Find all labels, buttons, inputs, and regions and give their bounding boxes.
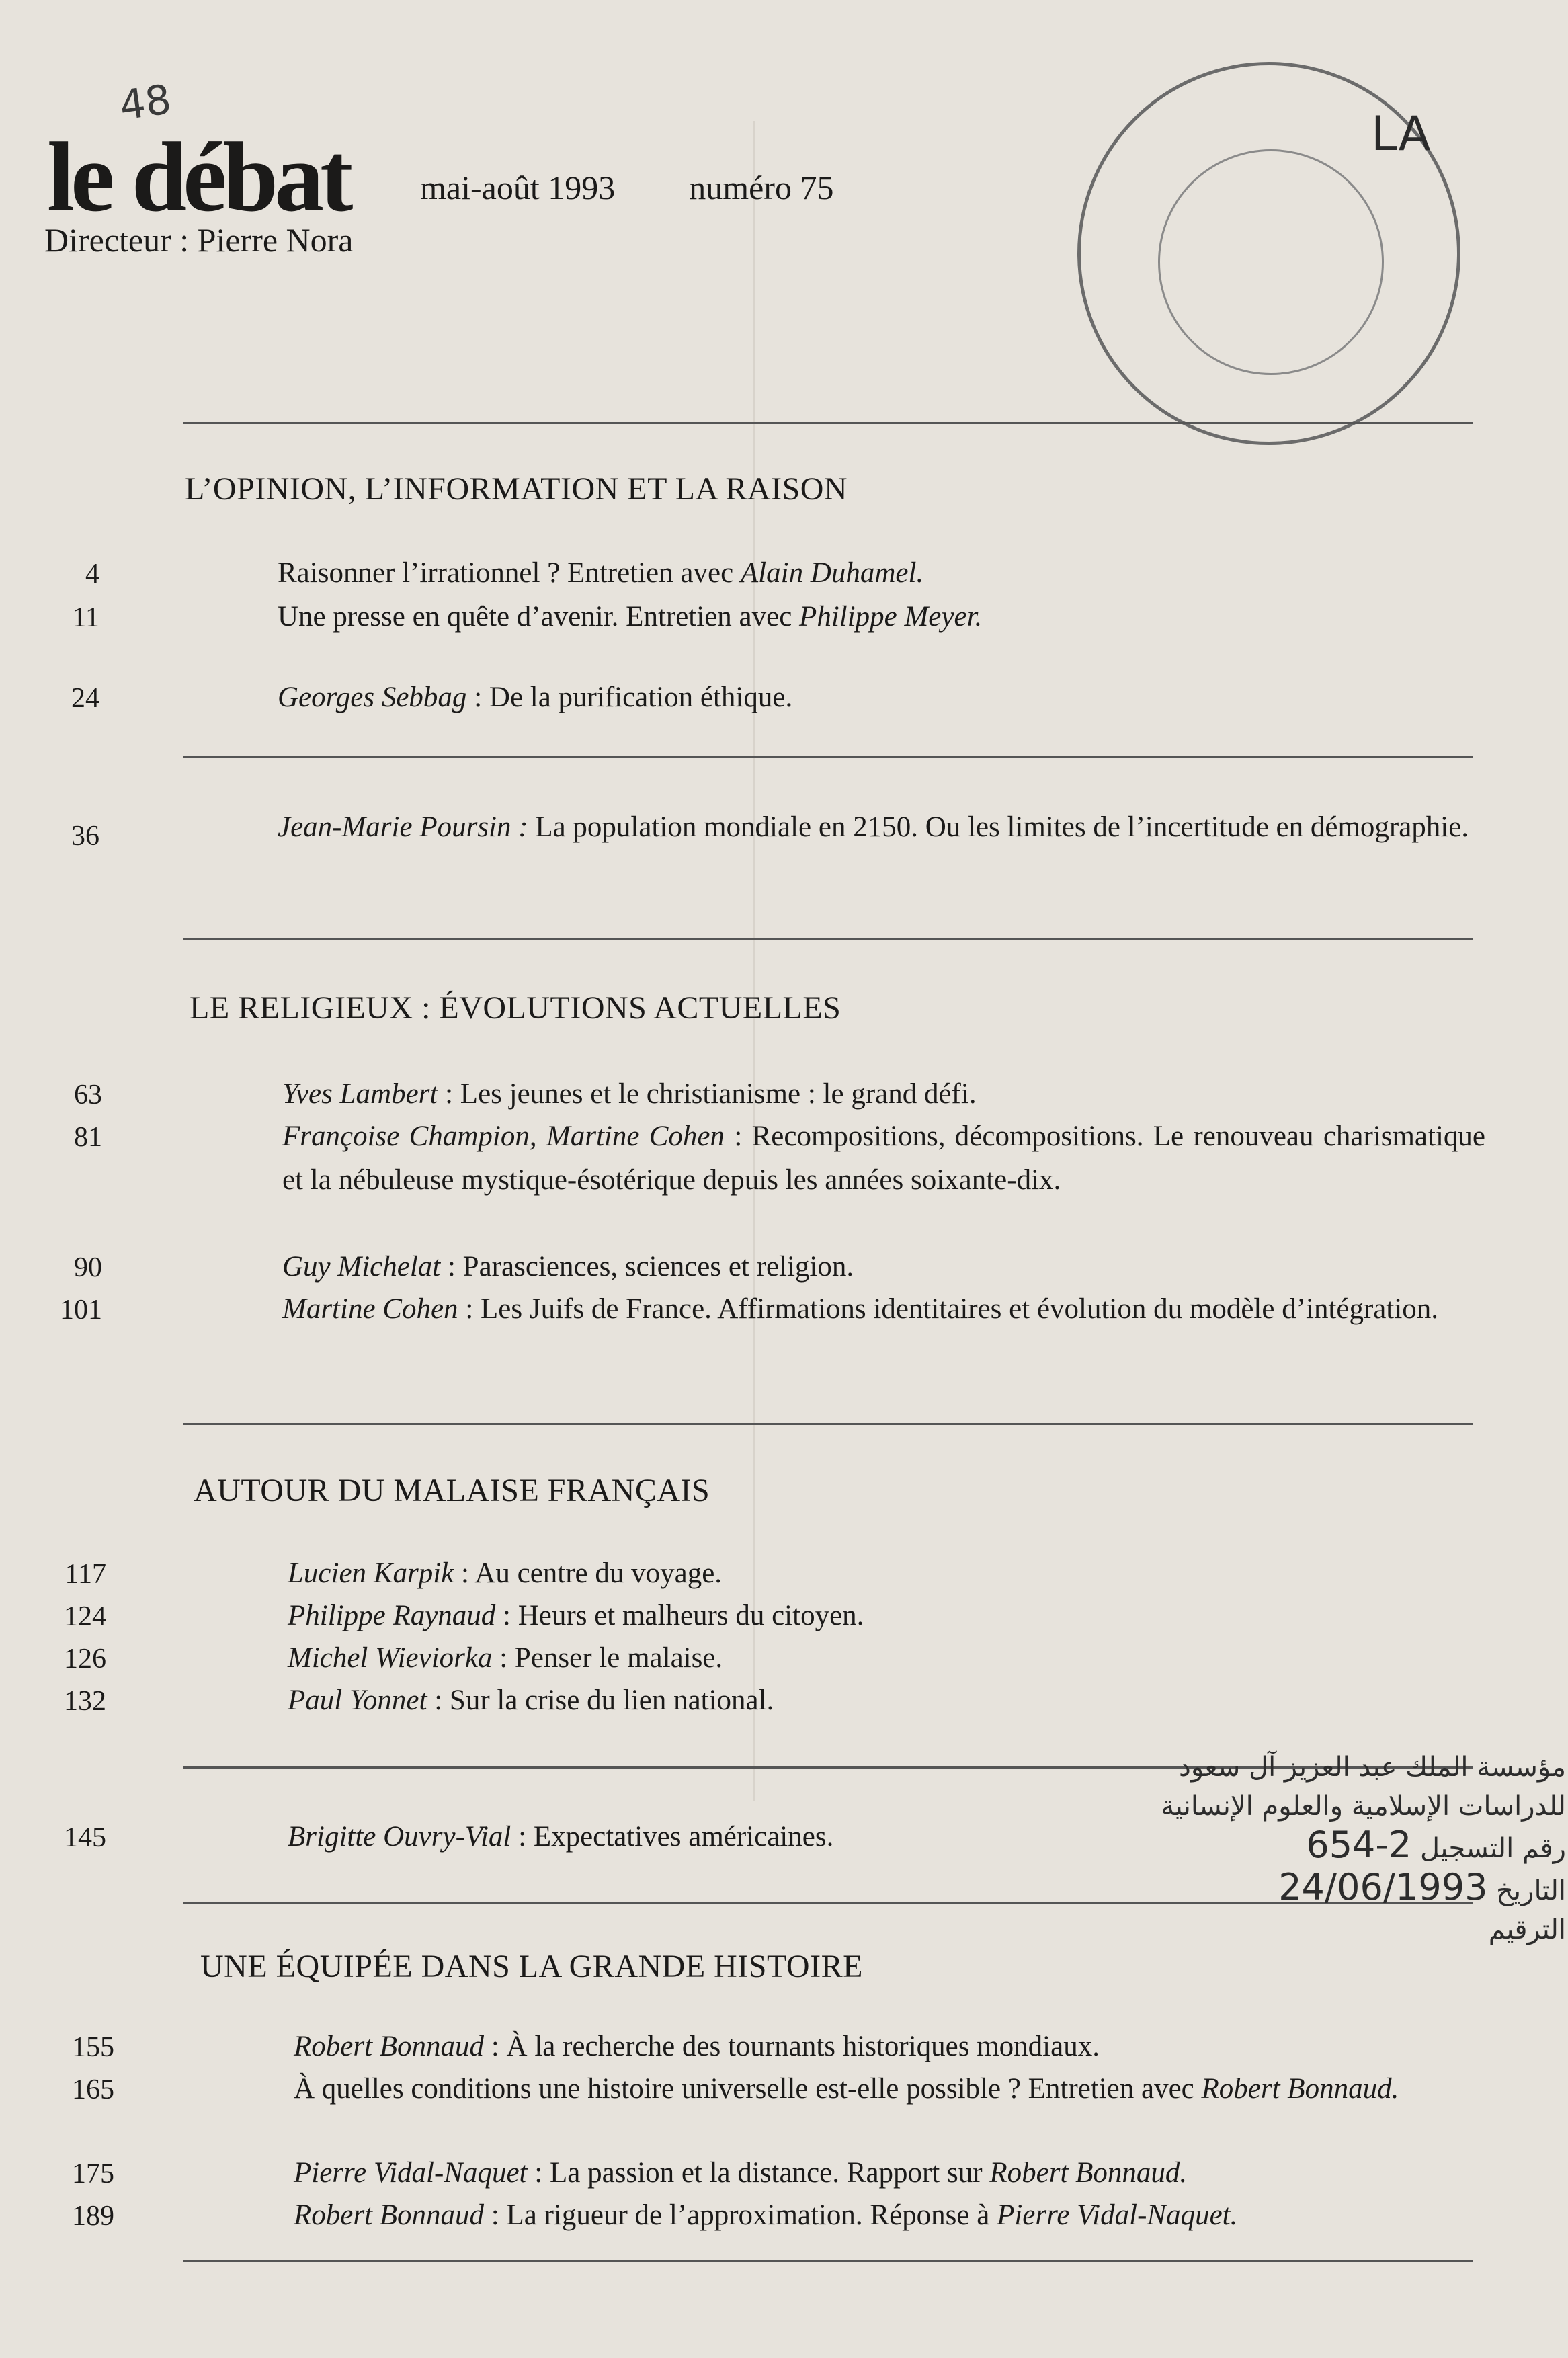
stamp-reg-number: 654-2 (1306, 1824, 1412, 1866)
page-number: 124 (64, 1601, 106, 1632)
entry-text: La population mondiale en 2150. Ou les limites de l’incertitude en démographie. (528, 811, 1469, 843)
toc-entry (282, 1114, 1485, 1202)
page-number: 11 (72, 602, 99, 633)
entry-text: : Penser le malaise. (492, 1642, 723, 1674)
stamp-handwritten-letters: LA (1371, 106, 1431, 161)
stamp-date: 24/06/1993 (1278, 1866, 1488, 1908)
section-title: LE RELIGIEUX : ÉVOLUTIONS ACTUELLES (190, 990, 841, 1026)
entry-tail: Pierre Vidal-Naquet. (997, 2199, 1238, 2231)
stamp-date-label: التاريخ (1496, 1875, 1566, 1906)
toc-entry (288, 1551, 1484, 1595)
toc-entry (282, 1072, 1485, 1116)
stamp-reg-row (1082, 1826, 1566, 1868)
toc-entry (288, 1594, 1484, 1637)
toc-entry (278, 676, 1481, 719)
entry-author: Michel Wieviorka (288, 1642, 493, 1674)
entry-text: À quelles conditions une histoire universelle est-elle possible ? Entretien avec (294, 2073, 1202, 2105)
entry-text: : Les jeunes et le christianisme : le grand défi. (438, 1078, 977, 1110)
rule-3 (183, 938, 1473, 940)
entry-tail: Alain Duhamel. (740, 557, 924, 589)
journal-logo: le débat (47, 122, 349, 233)
toc-entry (278, 595, 1481, 639)
round-stamp-inner-ring (1158, 149, 1384, 375)
library-registration-stamp (1082, 1748, 1566, 1949)
stamp-institution: مؤسسة الملك عبد العزيز آل سعود (1179, 1752, 1566, 1783)
toc-entry (288, 1636, 1484, 1680)
ghost-column-line (753, 121, 755, 1801)
entry-text: : À la recherche des tournants historiques mondiaux. (484, 2031, 1100, 2062)
entry-text: : La passion et la distance. Rapport sur (527, 2157, 990, 2189)
entry-author: Georges Sebbag (278, 682, 467, 713)
toc-entry (294, 2151, 1477, 2195)
page-number: 4 (85, 559, 99, 590)
page-number: 90 (74, 1252, 102, 1283)
entry-tail: Robert Bonnaud. (1201, 2073, 1399, 2105)
rule-7 (183, 2260, 1473, 2262)
entry-author: Lucien Karpik (288, 1557, 454, 1589)
toc-entry (294, 2193, 1477, 2237)
handwritten-number: 48 (116, 76, 174, 130)
entry-tail: Philippe Meyer. (799, 601, 983, 633)
stamp-date-row (1082, 1868, 1566, 1910)
entry-author: Françoise Champion, Martine Cohen (282, 1121, 725, 1152)
page-number: 155 (72, 2032, 114, 2063)
entry-text: : Parasciences, sciences et religion. (440, 1251, 854, 1283)
toc-entry (294, 2025, 1477, 2068)
entry-text: : De la purification éthique. (466, 682, 793, 713)
toc-entry (278, 551, 1481, 595)
issue-number: numéro 75 (689, 169, 834, 206)
entry-author: Yves Lambert (282, 1078, 438, 1110)
entry-tail: Robert Bonnaud. (989, 2157, 1188, 2189)
page-number: 132 (64, 1686, 106, 1717)
page-number: 165 (72, 2074, 114, 2105)
page-number: 189 (72, 2201, 114, 2232)
toc-entry (282, 1287, 1485, 1331)
entry-author: Jean-Marie Poursin : (278, 811, 528, 843)
toc-entry (288, 1678, 1484, 1722)
section-title: AUTOUR DU MALAISE FRANÇAIS (194, 1473, 710, 1508)
entry-author: Robert Bonnaud (294, 2199, 485, 2231)
section-title: UNE ÉQUIPÉE DANS LA GRANDE HISTOIRE (200, 1949, 863, 1984)
page-number: 117 (65, 1559, 106, 1590)
toc-entry (278, 805, 1481, 849)
page-number: 145 (64, 1822, 106, 1853)
entry-author: Paul Yonnet (288, 1684, 427, 1716)
stamp-department: للدراسات الإسلامية والعلوم الإنسانية (1161, 1791, 1566, 1822)
entry-text: : La rigueur de l’approximation. Réponse à (484, 2199, 997, 2231)
toc-entry (282, 1245, 1485, 1289)
stamp-class-label: الترقيم (1488, 1914, 1566, 1945)
issue-line (420, 168, 833, 207)
entry-text: : Expectatives américaines. (511, 1821, 834, 1853)
page-number: 36 (71, 821, 99, 852)
entry-author: Pierre Vidal-Naquet (294, 2157, 528, 2189)
entry-text: : Recompositions, décompositions. Le renouveau charismatique et la nébuleuse mystique-ésotérique depuis les années soixante-dix. (282, 1121, 1485, 1196)
rule-4 (183, 1423, 1473, 1425)
entry-text: Raisonner l’irrationnel ? Entretien avec (278, 557, 741, 589)
stamp-reg-label: رقم التسجيل (1419, 1833, 1566, 1864)
entry-text: : Sur la crise du lien national. (427, 1684, 774, 1716)
page-number: 126 (64, 1643, 106, 1674)
issue-date: mai-août 1993 (420, 169, 616, 206)
director: Directeur : Pierre Nora (44, 221, 354, 259)
entry-author: Robert Bonnaud (294, 2031, 485, 2062)
page-number: 63 (74, 1080, 102, 1110)
section-title: L’OPINION, L’INFORMATION ET LA RAISON (185, 471, 848, 507)
toc-entry (294, 2067, 1477, 2111)
page-number: 101 (60, 1295, 102, 1326)
entry-text: : Heurs et malheurs du citoyen. (495, 1600, 864, 1631)
page-number: 81 (74, 1122, 102, 1153)
entry-text: : Les Juifs de France. Affirmations identitaires et évolution du modèle d’intégration. (458, 1293, 1439, 1325)
rule-2 (183, 756, 1473, 758)
entry-text: : Au centre du voyage. (454, 1557, 723, 1589)
entry-author: Philippe Raynaud (288, 1600, 496, 1631)
rule-1 (183, 422, 1473, 424)
show-through-decoration (222, 296, 241, 381)
entry-author: Martine Cohen (282, 1293, 458, 1325)
entry-author: Brigitte Ouvry-Vial (288, 1821, 511, 1853)
entry-text: Une presse en quête d’avenir. Entretien avec (278, 601, 800, 633)
page-number: 24 (71, 683, 99, 714)
entry-author: Guy Michelat (282, 1251, 441, 1283)
page-number: 175 (72, 2158, 114, 2189)
